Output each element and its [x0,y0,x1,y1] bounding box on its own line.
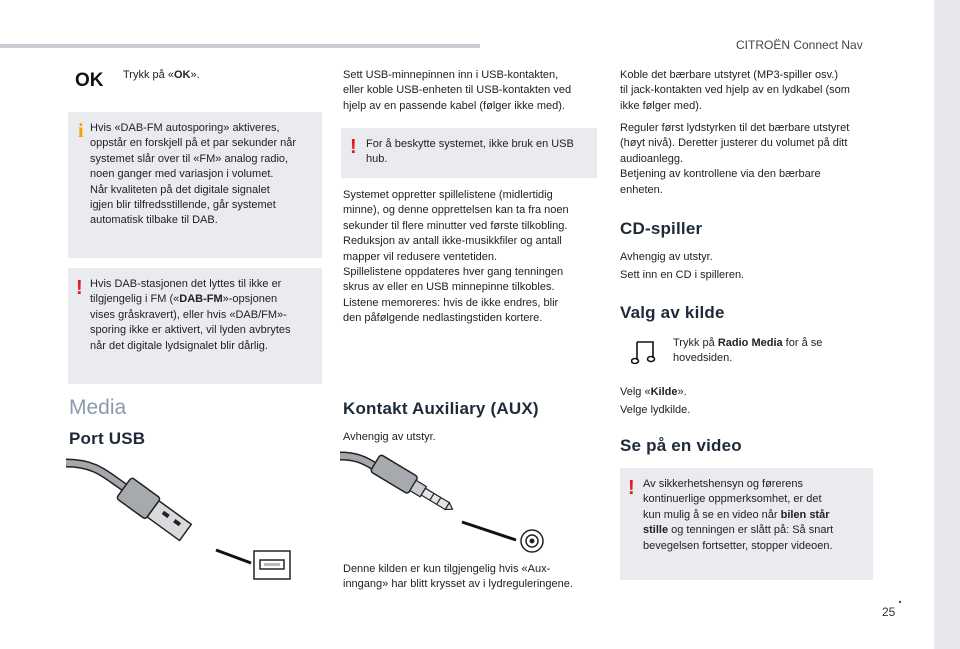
warning-icon: ! [76,277,83,299]
warning-line: sporing ikke er aktivert, vil lyden avbrytes [90,324,291,337]
cd-dependency: Avhengig av utstyr. [620,251,713,263]
warning-line: kontinuerlige oppmerksomhet, er det [643,493,822,506]
connect-device-text [620,68,850,114]
page-sidebar [934,0,960,649]
info-line: automatisk tilbake til DAB. [90,214,218,227]
text-line: Spillelistene oppdateres hver gang tenningen [343,266,564,279]
info-box-text [90,121,296,229]
text-line: Denne kilden er kun tilgjengelig hvis «Aux- [343,563,551,575]
text-line: hovedsiden. [673,352,733,365]
text-line: sekunder til flere minutter ved første tilkobling. [343,219,568,232]
header-brand: CITROËN Connect Nav [736,38,863,52]
select-source-text: Velge lydkilde. [620,404,691,416]
warning-line: Hvis DAB-stasjonen det lyttes til ikke er [90,278,282,290]
ok-instruction: Trykk på «OK». [123,69,200,81]
text-line: audioanlegg. [620,152,684,165]
text-line: skrus av eller en USB minnepinne tilkobles. [343,281,555,294]
text-line: den påfølgende nedlastingstiden kortere. [343,312,543,325]
kilde-instruction: Velg «Kilde». [620,386,687,398]
radio-media-instruction [673,336,822,367]
warning-line: For å beskytte systemet, ikke bruk en USB [366,138,574,150]
warning-line: Av sikkerhetshensyn og førerens [643,478,803,490]
heading-video: Se på en video [620,436,742,455]
text-line: minne), og denne opprettelsen kan ta fra noen [343,204,569,217]
ok-button-icon: OK [75,70,104,91]
continue-mark: . [898,590,902,606]
warning-usb-text [366,137,574,168]
warning-icon: ! [350,136,357,158]
text-line: Sett USB-minnepinnen inn i USB-kontakten, [343,69,559,81]
header-rule [0,44,480,48]
music-note-icon [631,338,657,366]
audio-jack-illustration [340,450,550,555]
text-line: Listene memoreres: hvis de ikke endres, blir [343,296,559,309]
text-line: Systemet oppretter spillelistene (midlertidig [343,189,553,201]
text-line: Reguler først lydstyrken til det bærbare utstyret [620,122,850,134]
text-line: mapper vil redusere ventetiden. [343,250,498,263]
warning-line: tilgjengelig i FM («DAB-FM»-opsjonen [90,293,278,306]
playlist-text [343,188,569,327]
text-line: Koble det bærbare utstyret (MP3-spiller osv.) [620,69,839,81]
volume-text [620,121,849,198]
warning-line: stille og tenningen er slått på: Så snart [643,524,834,537]
page-number: 25 [882,605,896,619]
warning-icon: ! [628,477,635,499]
warning-line: vises gråskravert), eller hvis «DAB/FM»- [90,308,287,321]
warning-line: hub. [366,153,388,166]
text-line: hjelp av en passende kabel (følger ikke med). [343,99,565,112]
heading-source-select: Valg av kilde [620,303,725,322]
heading-aux: Kontakt Auxiliary (AUX) [343,399,539,418]
info-line: systemet slår over til «FM» analog radio, [90,152,289,165]
warning-line: kun mulig å se en video når bilen står [643,508,830,521]
info-line: oppstår en forskjell på et par sekunder når [90,137,297,150]
info-line: igjen blir tilfredsstillende, går systemet [90,199,276,212]
section-title-media: Media [69,396,127,419]
text-line: til jack-kontakten ved hjelp av en lydkabel (som [620,84,850,97]
video-warning-text [643,477,833,554]
text-line: ikke følger med). [620,99,702,112]
heading-usb-port: Port USB [69,429,146,448]
aux-note [343,562,573,593]
info-line: Hvis «DAB-FM autosporing» aktiveres, [90,122,280,134]
heading-cd-player: CD-spiller [620,219,703,238]
text-line: Trykk på Radio Media for å se [673,337,823,349]
text-line: enheten. [620,183,663,196]
text-line: Reduksjon av antall ikke-musikkfiler og antall [343,235,562,248]
text-line: eller koble USB-enheten til USB-kontakten ved [343,84,572,97]
info-icon: i [78,120,84,142]
cd-insert-text: Sett inn en CD i spilleren. [620,269,745,281]
text-line: inngang» har blitt krysset av i lydreguleringene. [343,578,573,591]
usb-plug-illustration [66,455,298,585]
text-line: Betjening av kontrollene via den bærbare [620,168,821,181]
warning-line: bevegelsen fortsetter, stopper videoen. [643,539,833,552]
info-line: Når kvaliteten på det digitale signalet [90,183,270,196]
warning-box-text [90,277,291,354]
warning-line: når det digitale lydsignalet blir dårlig. [90,339,268,352]
usb-intro-text [343,68,571,114]
text-line: (høyt nivå). Deretter justerer du volumet på ditt [620,137,848,150]
info-line: noen ganger med variasjon i volumet. [90,168,274,181]
aux-dependency: Avhengig av utstyr. [343,431,436,443]
